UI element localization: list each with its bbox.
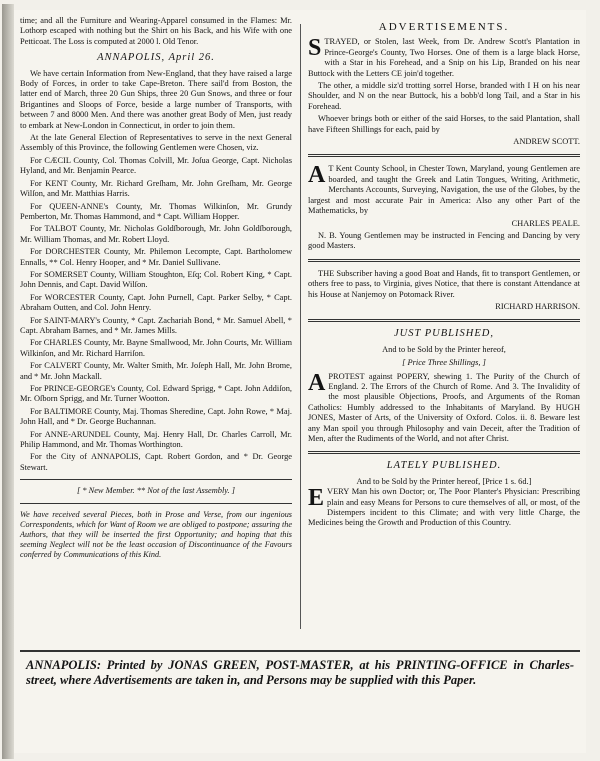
dateline: ANNAPOLIS, April 26. <box>97 52 215 64</box>
strayed-second-horse: The other, a middle siz'd trotting sorrel Horse, branded with I H on his near Shoulder, and N on the near Buttock, his a bobb'd long Tail, and a Star in his Forehead. <box>308 81 580 111</box>
county-worcester: For WORCESTER County, Capt. John Purnell, Capt. Parker Selby, * Capt. Abraham Outten, and Col. John Henry. <box>20 292 292 313</box>
sold-by-line: And to be Sold by the Printer hereof, <box>382 344 506 354</box>
divider <box>308 154 580 157</box>
doctor-text: VERY Man his own Doctor; or, The Poor Planter's Physician: Prescribing plain and easy Means for Persons to cure themselves of all, or most, of the Distempers incident to this Climate; and with very little Charge, the Medicines being the Growth and Production of this Country. <box>308 487 580 528</box>
county-queen-annes: For QUEEN-ANNE's County, Mr. Thomas Wilkinſon, Mr. Grundy Pemberton, Mr. Thomas Hammond, and * Capt. William Hopper. <box>20 201 292 221</box>
right-column <box>308 16 580 531</box>
newspaper-page <box>14 10 586 753</box>
advertisements-header: ADVERTISEMENTS. <box>378 21 510 33</box>
county-kent: For KENT County, Mr. Richard Greſham, Mr. John Greſham, Mr. George Wilſon, and Mr. Matthias Harris. <box>20 178 292 199</box>
colophon-divider <box>20 650 580 652</box>
divider <box>20 503 292 504</box>
county-annapolis: For the City of ANNAPOLIS, Capt. Robert Gordon, and * Dr. George Stewart. <box>20 452 292 472</box>
doctor-advert <box>308 487 580 529</box>
news-election: At the late General Election of Representatives to serve in the next General Assembly of this Province, the following Gentlemen were Chosen, viz. <box>20 133 292 153</box>
drop-cap: S <box>308 35 322 62</box>
school-advert <box>308 164 580 216</box>
signature: CHARLES PEALE. <box>511 218 580 228</box>
county-anne-arundel: For ANNE-ARUNDEL County, Maj. Henry Hall, Dr. Charles Carroll, Mr. Philip Hammond, and Mr. Thomas Worthington. <box>20 429 292 450</box>
member-key: [ * New Member. ** Not of the last Assembly. ] <box>76 486 236 496</box>
divider <box>20 479 292 480</box>
strayed-advert <box>308 37 580 79</box>
divider <box>308 259 580 262</box>
protest-advert <box>308 369 580 445</box>
drop-cap: E <box>308 485 325 512</box>
colophon: ANNAPOLIS: Printed by JONAS GREEN, POST-MASTER, at his PRINTING-OFFICE in Charles-street, where Advertisements are taken in, and Persons may be supplied with this Paper. <box>26 658 574 687</box>
boat-advert: THE Subscriber having a good Boat and Hands, fit to transport Gentlemen, or others free to pass, to Virginia, gives Notice, that there is constant Attendance at his House at Nanjemoy on Potomack River. <box>308 268 580 299</box>
left-column <box>20 16 292 568</box>
just-published-header: JUST PUBLISHED, <box>394 328 494 340</box>
drop-cap: A <box>308 162 326 189</box>
county-saint-marys: For SAINT-MARY's County, * Capt. Zachariah Bond, * Mr. Samuel Abell, * Capt. Abraham Barnes, and * Mr. James Mills. <box>20 315 292 335</box>
drop-cap: A <box>308 369 326 396</box>
price-line: [ Price Three Shillings, ] <box>402 358 486 368</box>
county-calvert: For CALVERT County, Mr. Walter Smith, Mr. Joſeph Hall, Mr. John Brome, and * Mr. John Mackall. <box>20 361 292 381</box>
county-charles: For CHARLES County, Mr. Bayne Smallwood, Mr. John Courts, Mr. William Wilkinſon, and Mr. Richard Harriſon. <box>20 338 292 358</box>
county-caecil: For CÆCIL County, Col. Thomas Colvill, Mr. Joſua George, Capt. Nicholas Hyland, and Mr. Benjamin Pearce. <box>20 155 292 176</box>
news-cape-breton: We have certain Information from New-England, that they have raised a large Body of Forces, in order to take Cape-Breton. There sail'd from Boston, the latter end of March, three 20 Gun Ships, three 20 Gun Snows, and three or four Brigantines and Sloops of Force, beside a large number of Transports, with between 7 and 8000 Men. And there was another great Body of Men, just ready to embark at New-London in Connecticut, in order to join them. <box>20 68 292 130</box>
county-somerset: For SOMERSET County, William Stoughton, Eſq; Col. Robert King, * Capt. John Dennis, and Capt. David Wilſon. <box>20 269 292 290</box>
lately-published-header: LATELY PUBLISHED. <box>386 460 502 472</box>
strayed-text: TRAYED, or Stolen, last Week, from Dr. Andrew Scott's Plantation in Prince-George's County, Two Horses. One of them is a large black Horse, with a Star in his Forehead, and a Snip on his Lip, Branded on his near Buttock with the Letters CE join'd together. <box>308 37 580 78</box>
divider <box>308 451 580 454</box>
school-note: N. B. Young Gentlemen may be instructed in Fencing and Dancing by very good Masters. <box>308 230 580 251</box>
protest-text: PROTEST against POPERY, shewing 1. The Purity of the Church of England. 2. The Errors of the Church of Rome. And 3. The Invalidity of the most plausible Objections, Proofs, and Arguments of the Roman Catholics: Humbly addressed to the Inhabitants of Maryland. By HUGH JONES, Master of Arts, of the University of Oxford. Colos. ii. 8. Beware lest any Man spoil you through Philosophy and vain Deceit, after the Tradition of Men, after the Rudiments of the World, and not after Christ. <box>308 371 580 443</box>
county-dorchester: For DORCHESTER County, Mr. Philemon Lecompte, Capt. Bartholomew Ennalls, ** Col. Henry Hooper, and * Mr. Daniel Sullivane. <box>20 247 292 267</box>
county-baltimore: For BALTIMORE County, Maj. Thomas Sheredine, Capt. John Rowe, * Maj. John Hall, and * Dr. George Buchannan. <box>20 406 292 427</box>
school-text: T Kent County School, in Chester Town, Maryland, young Gentlemen are boarded, and taught the Greek and Latin Tongues, Writing, Arithmetic, Merchants Accounts, Surveying, Navigation, the use of the Globes, by the largest and most accurate Pair in America: Also any other Part of the Mathematicks, by <box>308 164 580 216</box>
divider <box>308 319 580 322</box>
column-rule <box>300 24 301 629</box>
county-prince-georges: For PRINCE-GEORGE's County, Col. Edward Sprigg, * Capt. John Addiſon, Mr. Oſborn Sprigg, and Mr. Turner Wootton. <box>20 384 292 404</box>
signature: RICHARD HARRISON. <box>495 301 580 311</box>
sold-by-line: And to be Sold by the Printer hereof, [Price 1 s. 6d.] <box>356 476 532 486</box>
fire-report: time; and all the Furniture and Wearing-Apparel consumed in the Flames: Mr. Lothorp escaped with nothing but the Shirt on his Back, and his Wife with one Petticoat. The Loss is computed at 2000 l. Old Tenor. <box>20 16 292 46</box>
county-talbot: For TALBOT County, Mr. Nicholas Goldſborough, Mr. John Goldſborough, Mr. William Thomas, and Mr. Robert Lloyd. <box>20 224 292 244</box>
strayed-reward: Whoever brings both or either of the said Horses, to the said Plantation, shall have Fifteen Shillings for each, paid by <box>308 114 580 134</box>
correspondents-notice: We have received several Pieces, both in Prose and Verse, from our ingenious Correspondents, which for Want of Room we are obliged to postpone; assuring the Authors, that they will be inserted the first Opportunity; and hoping that this seeming Neglect will not be the least occasion of Discontinuance of the Favours conferred by Communications of this Kind. <box>20 509 292 559</box>
signature: ANDREW SCOTT. <box>513 137 580 147</box>
